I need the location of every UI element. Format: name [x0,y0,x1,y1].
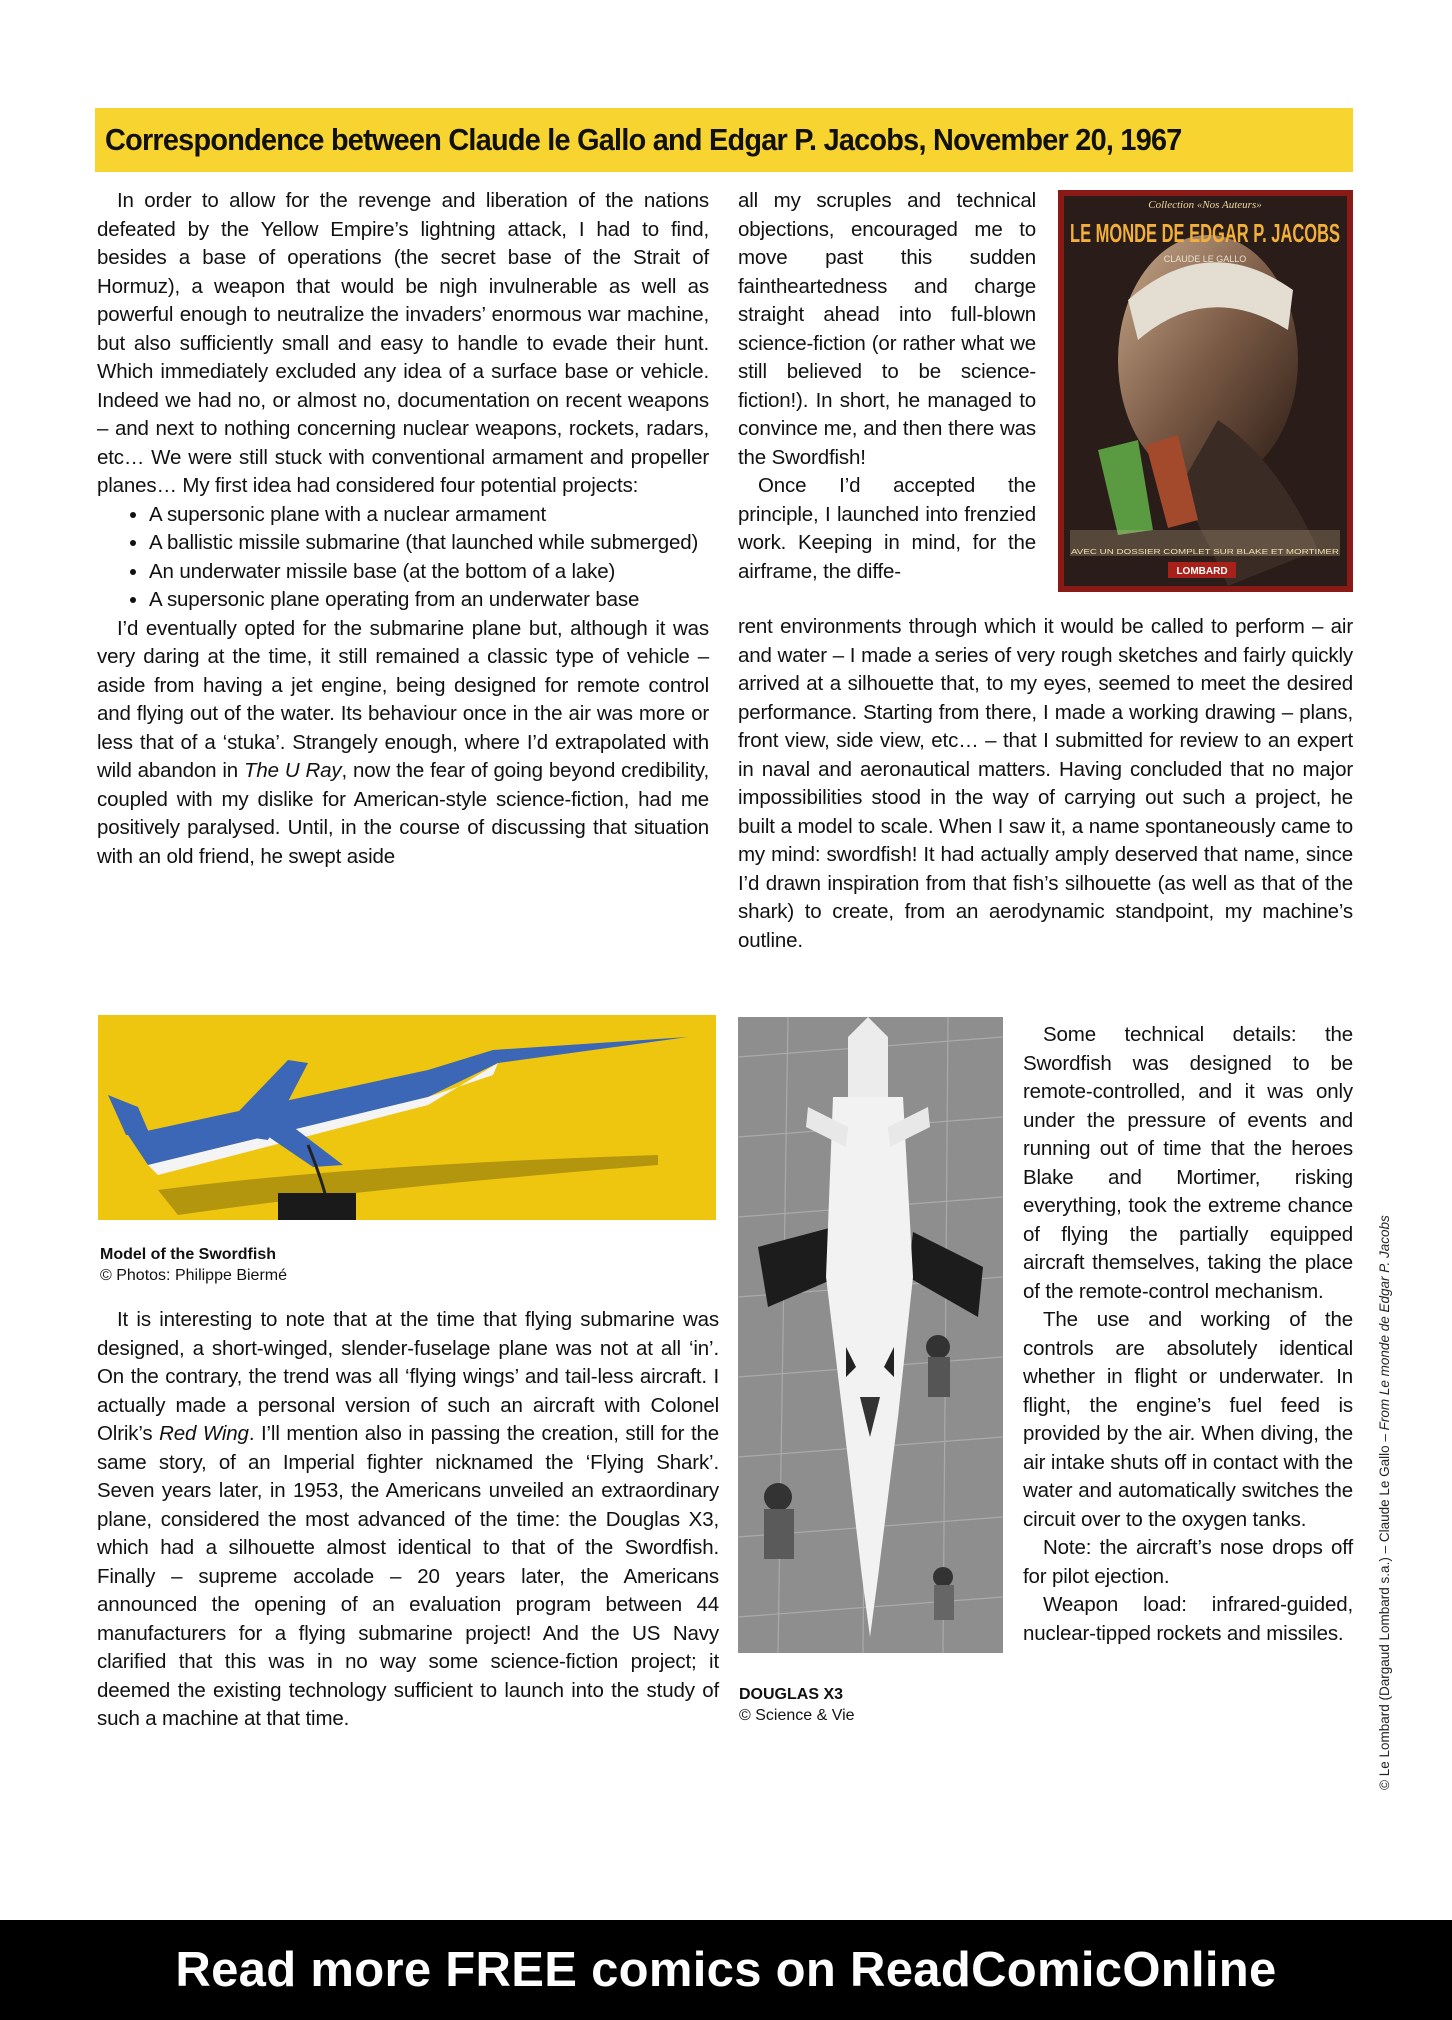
swordfish-caption-title: Model of the Swordfish [100,1246,276,1263]
list-item: • An underwater missile base (at the bottom of a lake) [149,558,709,587]
book-publisher: LOMBARD [1176,566,1228,577]
swordfish-caption [100,1244,500,1286]
technical-details-paragraph: Some technical details: the Swordfish was designed to be remote-controlled, and it was only under the pressure of events and running out of time that the heroes Blake and Mortimer, risking everything, took the extreme chance of flying the partially equipped aircraft themselves, taking the place of the remote-control mechanism. [1023,1023,1353,1303]
page-title: Correspondence between Claude le Gallo and Edgar P. Jacobs, November 20, 1967 [105,122,1182,157]
title-banner [95,108,1353,172]
footer-link[interactable]: Read more FREE comics on ReadComicOnline [175,1943,1277,1997]
swordfish-caption-credit: © Photos: Philippe Biermé [100,1267,287,1284]
project-list [97,501,709,615]
flying-submarine-paragraph: It is interesting to note that at the time that flying submarine was designed, a short-winged, slender-fuselage plane was not at all ‘in’. On the contrary, the trend was all ‘flying wings’ and tail-less aircraft. I actually made a personal version of such an aircraft with Colonel Olrik’s Red Wing. I’ll mention also in passing the creation, still for the same story, of an Imperial fighter nicknamed the ‘Flying Shark’. Seven years later, in 1953, the Americans unveiled an extraordinary plane, considered the most advanced of the time: the Douglas X3, which had a silhouette almost identical to that of the Swordfish. Finally – supreme accolade – 20 years later, the Americans announced the opening of an evaluation program between 44 manufacturers for a flying submarine project! And the US Navy clarified that this was in no way some science-fiction project; it deemed the existing technology sufficient to launch into the study of such a machine at that time. [97,1308,719,1730]
douglas-x3-photo [738,1017,1003,1653]
footer-banner[interactable] [0,1920,1452,2020]
douglas-x3-column [97,1306,719,1734]
intro-paragraph: In order to allow for the revenge and liberation of the nations defeated by the Yellow Empire’s lightning attack, I had to find, besides a base of operations (the secret base of the Strait of Hormuz), a weapon that would be nigh invulnerable as well as powerful enough to neutralize the invaders’ enormous war machine, but also sufficiently small and easy to handle to evade their hunt. Which immediately excluded any idea of a surface base or vehicle. Indeed we had no, or almost no, documentation on recent weapons – and next to nothing concerning nuclear weapons, rockets, radars, etc… We were still stuck with conventional armament and propeller planes… My first idea had considered four potential projects: [97,189,709,497]
technical-details-column [1023,1021,1353,1648]
red-wing-title: Red Wing [159,1422,249,1445]
scruples-paragraph: all my scruples and technical objections, encouraged me to move past this sudden faintheartedness and charge straight ahead into full-blown science-fiction (or rather what we still believed to be science-fiction!). In short, he managed to convince me, and then there was the Swordfish! [738,189,1036,469]
x3-caption-credit: © Science & Vie [739,1707,855,1724]
book-cover-image [1058,190,1353,592]
list-item: • A supersonic plane operating from an underwater base [149,586,709,615]
nose-note-paragraph: Note: the aircraft’s nose drops off for pilot ejection. [1023,1536,1353,1588]
submarine-plane-paragraph: I’d eventually opted for the submarine plane but, although it was very daring at the time, it still remained a classic type of vehicle – aside from having a jet engine, being designed for remote control and flying out of the water. Its behaviour once in the air was more or less that of a ‘stuka’. Strangely enough, where I’d extrapolated with wild abandon in The U Ray, now the fear of going beyond credibility, coupled with my dislike for American-style science-fiction, had me positively paralysed. Until, in the course of discussing that situation with an old friend, he swept aside [97,616,709,868]
book-title: LE MONDE DE EDGAR P. JACOBS [1070,218,1340,248]
side-credit: © Le Lombard (Dargaud Lombard s.a.) – Claude Le Gallo – From Le monde de Edgar P. Jacobs [1377,1215,1392,1790]
intro-column [97,187,709,871]
book-author: CLAUDE LE GALLO [1163,254,1247,264]
weapon-load-paragraph: Weapon load: infrared-guided, nuclear-tipped rockets and missiles. [1023,1593,1353,1645]
x3-caption-title: DOUGLAS X3 [739,1686,844,1703]
book-series: Collection «Nos Auteurs» [1148,199,1262,211]
side-credit-source: From Le monde de Edgar P. Jacobs [1377,1215,1392,1431]
silhouette-paragraph: rent environments through which it would be called to perform – air and water – I made a series of very rough sketches and fairly quickly arrived at a silhouette that, to my eyes, seemed to meet the desired performance. Starting from there, I made a working drawing – plans, front view, side view, etc… – that I submitted for review to an expert in naval and aeronautical matters. Having concluded that no major impossibilities stood in the way of carrying out such a project, he built a model to scale. When I saw it, a name spontaneously came to my mind: swordfish! It had actually amply deserved that name, since I’d drawn inspiration from that fish’s silhouette (as well as that of the shark) to create, from an aerodynamic standpoint, my machine’s outline. [738,615,1353,952]
book-dossier: AVEC UN DOSSIER COMPLET SUR BLAKE ET MORTIMER [1071,549,1339,556]
scruples-column [738,187,1036,586]
frenzied-work-paragraph: Once I’d accepted the principle, I launched into frenzied work. Keeping in mind, for the airframe, the diffe- [738,474,1036,583]
swordfish-model-photo [98,1015,716,1220]
list-item: • A supersonic plane with a nuclear armament [149,501,709,530]
x3-caption [739,1684,999,1726]
u-ray-title: The U Ray [244,759,342,782]
controls-paragraph: The use and working of the controls are absolutely identical whether in flight or underwater. In flight, the engine’s fuel feed is provided by the air. When diving, the air intake shuts off in contact with the water and automatically switches the circuit over to the oxygen tanks. [1023,1308,1353,1531]
silhouette-column [738,613,1353,955]
list-item: • A ballistic missile submarine (that launched while submerged) [149,529,709,558]
